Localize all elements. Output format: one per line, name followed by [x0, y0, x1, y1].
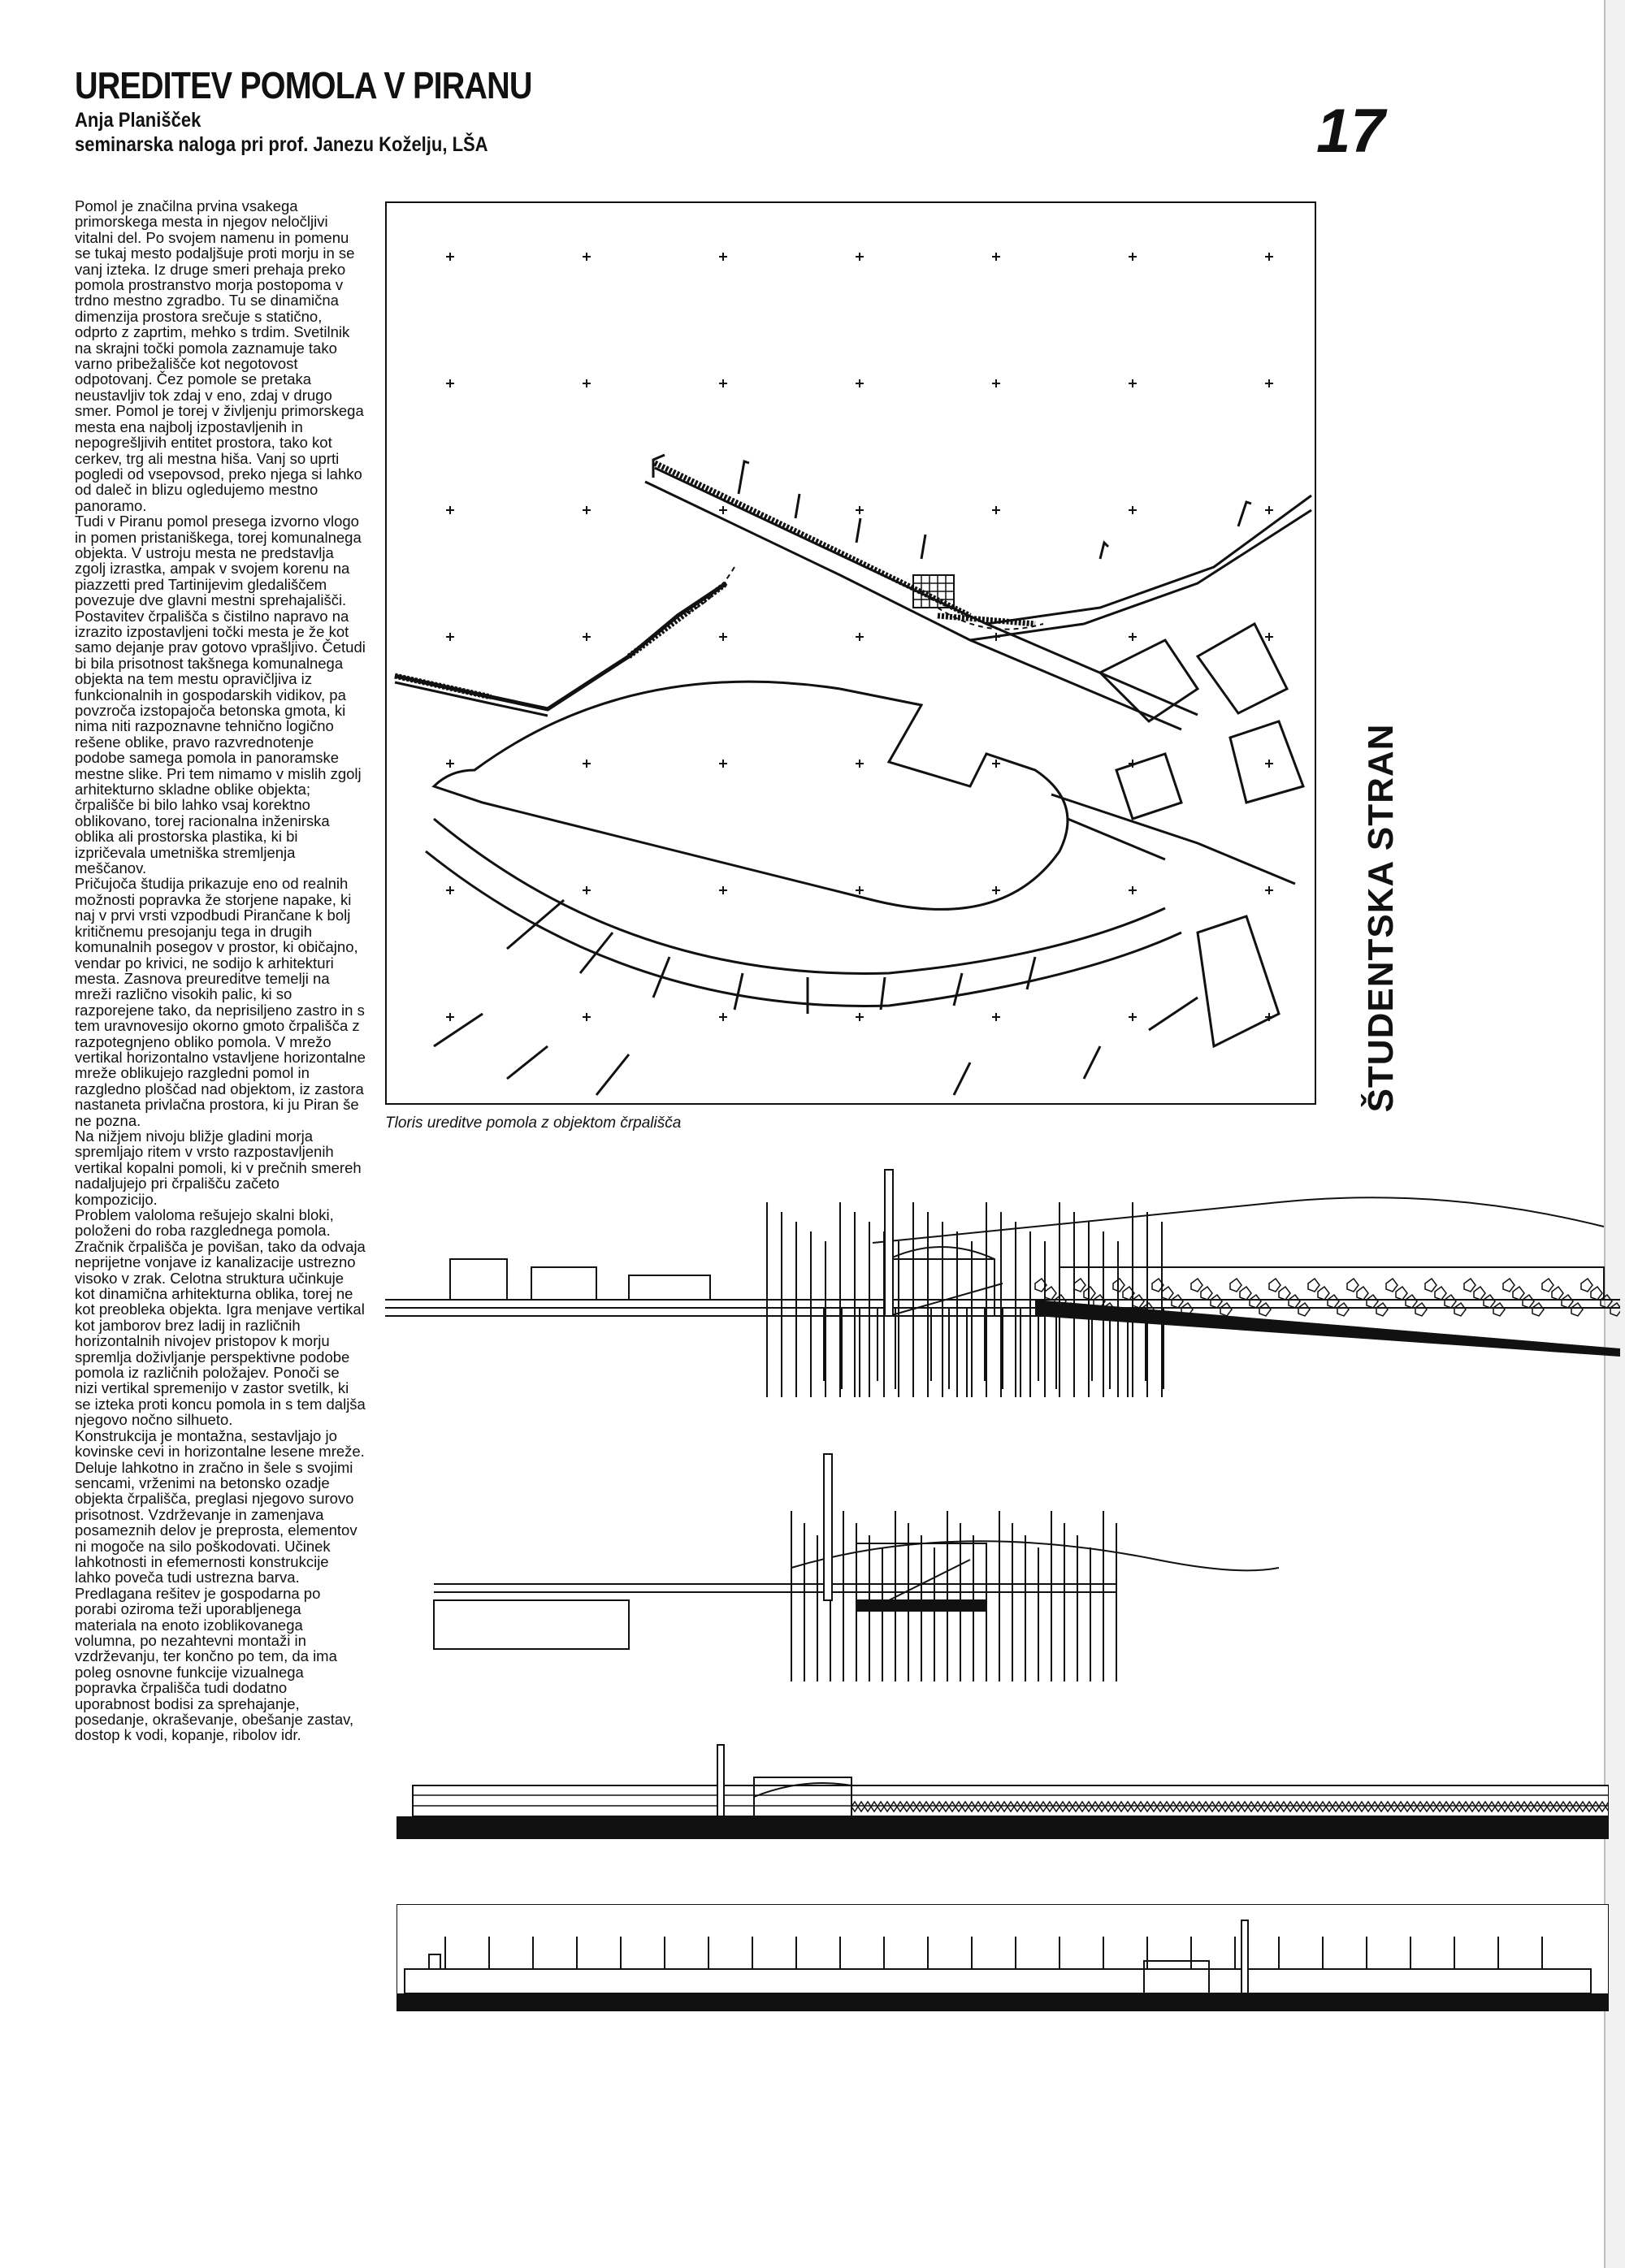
article-title: UREDITEV POMOLA V PIRANU	[75, 64, 532, 106]
page-number: 17	[1316, 97, 1385, 166]
perspective-view-1	[385, 1153, 1620, 1413]
site-plan-drawing	[385, 201, 1316, 1105]
paragraph: Postavitev črpališča s čistilno napravo na izrazito izpostavljeni točki mesta je že kot samo dejanje prav gotovo vprašljivo. Četudi bi bila prisotnost takšnega komunalnega objekta na tem mestu opravičljiva iz funkcionalnih in gospodarskih vidikov, pa povzroča izstopajoča betonska gmota, ki nima niti razpoznavne tehnično logično rešene oblike, pravo razvrednotenje podobe samega pomola in panoramske mestne slike. Pri tem nimamo v mislih zgolj arhitekturno skladne oblike objekta; črpališče bi bilo lahko vsaj korektno oblikovano, torej racionalna inženirska oblika ali prostorska plastika, ki bi izpričevala umetniška stremljenja meščanov.	[75, 607, 366, 877]
paragraph: Pomol je značilna prvina vsakega primorskega mesta in njegov neločljivi vitalni del. Po svojem namenu in pomenu se tukaj mesto podaljšuje proti morju in se vanj izteka. Iz druge smeri prehaja preko pomola prostranstvo morja postopoma v trdno mestno zgradbo. Tu se dinamična dimenzija prostora srečuje s statično, odprto z zaprtim, mehko s trdim. Svetilnik na skrajni točki pomola zaznamuje tako varno pribežališče kot negotovost odpotovanj. Čez pomole se pretaka neustavljiv tok zdaj v eno, zdaj v drugo smer. Pomol je torej v življenju primorskega mesta ena najbolj izpostavljenih in nepogrešljivih entitet prostora, tako kot cerkev, trg ali mestna hiša. Vanj so uprti pogledi od vsepovsod, preko njega si lahko od daleč in blizu ogledujemo mestno panoramo.	[75, 197, 364, 514]
author-name: Anja Planišček	[75, 109, 202, 132]
side-label	[1349, 715, 1414, 1121]
article-subtitle: seminarska naloga pri prof. Janezu Koželju, LŠA	[75, 133, 488, 156]
figure-caption: Tloris ureditve pomola z objektom črpališča	[385, 1115, 682, 1132]
paragraph: Tudi v Piranu pomol presega izvorno vlogo in pomen pristaniškega, torej komunalnega objekta. V ustroju mesta ne predstavlja zgolj izrastka, ampak v svojem korenu na piazzetti pred Tartinijevim gledališčem povezuje dve glavni mestni sprehajališči.	[75, 513, 362, 609]
paragraph: Na nižjem nivoju bližje gladini morja spremljajo ritem v vrsto razpostavljenih vertikal kopalni pomoli, ki v prečnih smereh nadaljujejo pri črpališču začeto kompozicijo.	[75, 1127, 362, 1208]
side-label-text: ŠTUDENTSKA STRAN	[1361, 723, 1401, 1113]
elevation-3	[396, 1729, 1609, 1839]
perspective-view-2	[385, 1438, 1279, 1698]
elevation-4	[396, 1904, 1609, 2011]
body-text	[75, 198, 366, 1743]
paragraph: Konstrukcija je montažna, sestavljajo jo kovinske cevi in horizontalne lesene mreže. Deluje lahkotno in zračno in šele s svojimi sencami, vrženimi na betonsko ozadje objekta črpališča, preglasi njegovo surovo prisotnost. Vzdrževanje in zamenjava posameznih delov je preprosta, elementov ni mogoče na silo poškodovati. Učinek lahkotnosti in efemernosti konstrukcije lahko poveča tudi ustrezna barva.	[75, 1426, 365, 1586]
paragraph: Predlagana rešitev je gospodarna po porabi oziroma teži uporabljenega materiala na enoto izoblikovanega volumna, po nezahtevni montaži in vzdrževanju, ter končno po tem, da ima poleg osnovne funkcije vizualnega popravka črpališča tudi dodatno uporabnost bodisi za sprehajanje, posedanje, okraševanje, obešanje zastav, dostop k vodi, kopanje, ribolov idr.	[75, 1584, 354, 1744]
paragraph: Pričujoča študija prikazuje eno od realnih možnosti popravka že storjene napake, ki naj v prvi vrsti vzpodbudi Pirančane k bolj kritičnemu presojanju tega in drugih komunalnih posegov v prostor, ki običajno, vendar po krivici, ne sodijo k arhitekturi mesta. Zasnova preureditve temelji na mreži različno visokih palic, ki so razporejene tako, da neprisiljeno zastro in s tem uravnovesijo okorno gmoto črpališča z razpotegnjeno obliko pomola. V mrežo vertikal horizontalno vstavljene horizontalne mreže oblikujejo razgledni pomol in razgledno ploščad nad objektom, iz zastora nastaneta privlačna prostora, ki ju Piran še ne pozna.	[75, 875, 366, 1129]
paragraph: Problem valoloma rešujejo skalni bloki, položeni do roba razglednega pomola. Zračnik črpališča je povišan, tako da odvaja neprijetne vonjave iz kanalizacije ustrezno visoko v zrak. Celotna struktura učinkuje kot dinamična arhitekturna oblika, torej ne kot preobleka objekta. Igra menjave vertikal kot jamborov brez ladij in različnih horizontalnih nivojev pristopov k morju spremlja doživljanje perspektivne podobe pomola iz različnih položajev. Ponoči se nizi vertikal spremenijo v zastor svetilk, ki se izteka proti koncu pomola in s tem daljša njegovo nočno silhueto.	[75, 1206, 366, 1429]
